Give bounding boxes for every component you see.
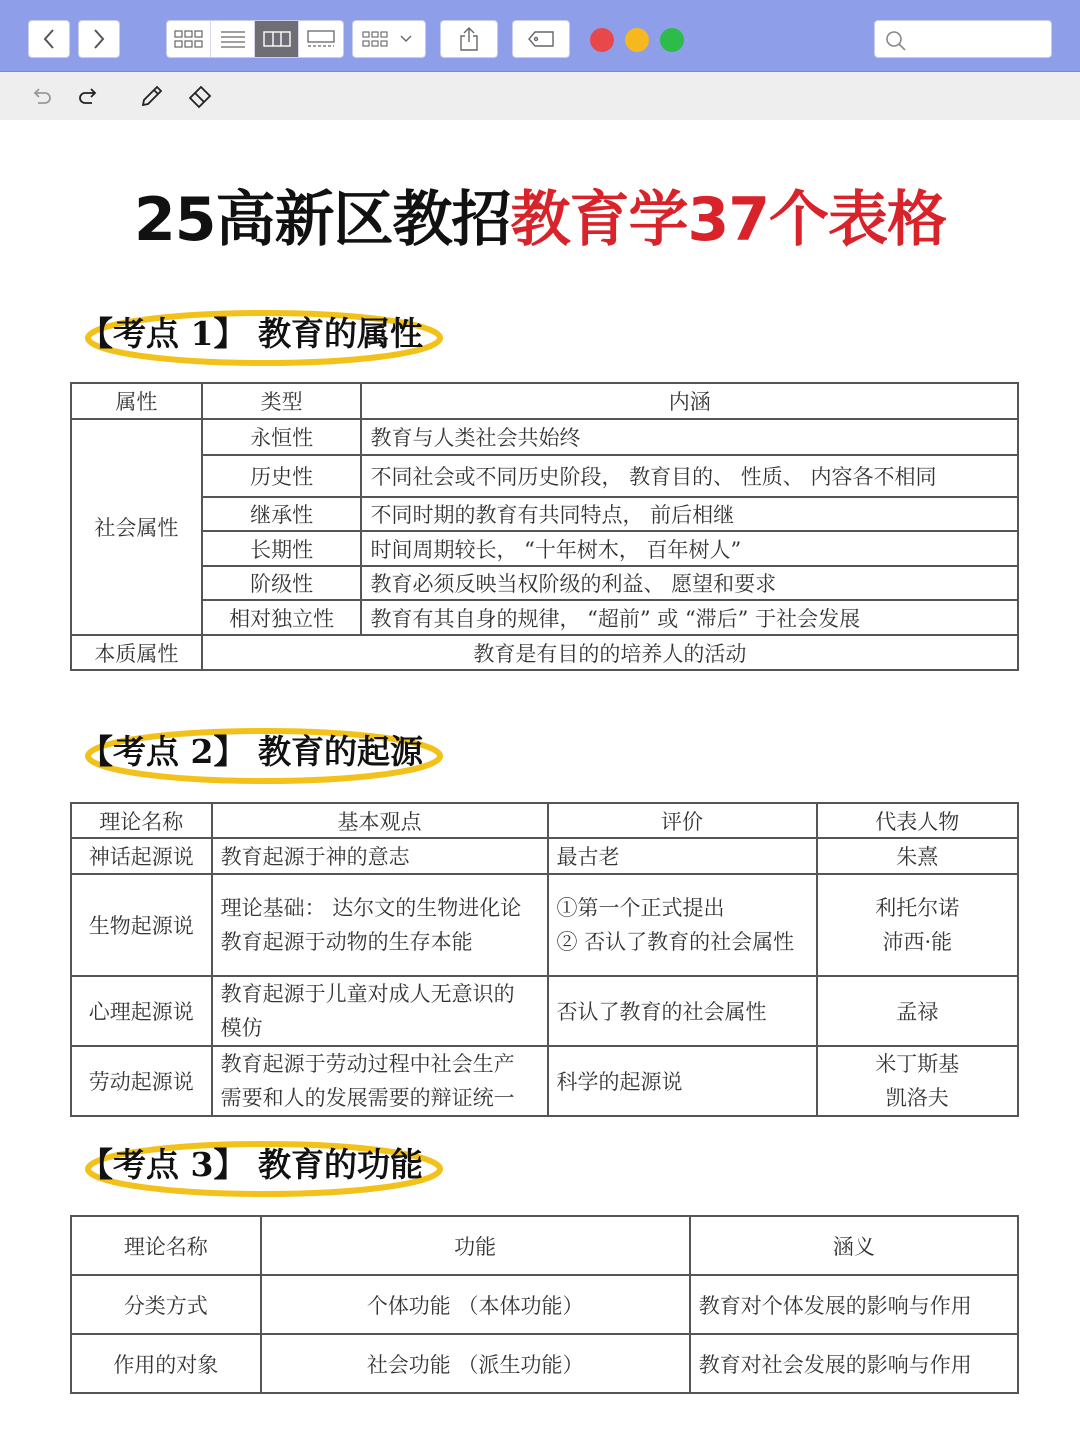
- forward-button[interactable]: [78, 20, 120, 58]
- section-heading-text: 【考点 2】 教育的起源: [80, 732, 423, 771]
- evaluation-cell: 科学的起源说: [548, 1046, 817, 1116]
- evaluation-cell: 最古老: [548, 838, 817, 874]
- table-row: [71, 600, 1018, 635]
- undo-icon: [30, 84, 54, 108]
- eraser-tool-button[interactable]: [186, 82, 214, 110]
- table-row: [71, 874, 1018, 976]
- table-header-row: [71, 803, 1018, 838]
- functions-table: [70, 1215, 1019, 1394]
- attributes-table: [70, 382, 1019, 671]
- representative-line: 米丁斯基: [875, 1052, 960, 1076]
- theory-name-cell: 神话起源说: [71, 838, 212, 874]
- type-cell: 相对独立性: [202, 600, 362, 635]
- group-by-button[interactable]: [352, 20, 426, 58]
- page-title: [0, 180, 1080, 260]
- grid-view-icon: [174, 29, 204, 49]
- grid-view-button[interactable]: [167, 21, 211, 57]
- group-by-icon: [361, 29, 417, 49]
- representative-line: 沛西·能: [882, 930, 953, 954]
- content-cell: 教育必须反映当权阶级的利益、 愿望和要求: [361, 566, 1018, 600]
- edit-toolbar: [0, 72, 1080, 120]
- undo-button[interactable]: [28, 82, 56, 110]
- table-row: [71, 635, 1018, 670]
- representative-cell: [817, 1046, 1018, 1116]
- content-cell: 教育有其自身的规律， “超前” 或 “滞后” 于社会发展: [361, 600, 1018, 635]
- essence-label-cell: 本质属性: [71, 635, 202, 670]
- theory-name-cell: 心理起源说: [71, 976, 212, 1046]
- chevron-right-icon: [92, 28, 106, 50]
- list-view-icon: [220, 30, 246, 48]
- representative-cell: [817, 874, 1018, 976]
- theory-name-cell: 分类方式: [71, 1275, 261, 1334]
- back-button[interactable]: [28, 20, 70, 58]
- column-view-button[interactable]: [255, 21, 299, 57]
- essence-content-cell: 教育是有目的的培养人的活动: [202, 635, 1018, 670]
- view-cell: [212, 976, 548, 1046]
- type-cell: 历史性: [202, 455, 362, 497]
- window-toolbar: [0, 0, 1080, 72]
- table-row: [71, 838, 1018, 874]
- list-view-button[interactable]: [211, 21, 255, 57]
- view-line: 需要和人的发展需要的辩证统一: [220, 1086, 515, 1110]
- table-row: [71, 1046, 1018, 1116]
- search-input[interactable]: [913, 28, 1043, 50]
- maximize-window-dot[interactable]: [660, 28, 684, 52]
- share-button[interactable]: [440, 20, 498, 58]
- header-cell: 理论名称: [71, 1216, 261, 1275]
- content-cell: 不同时期的教育有共同特点， 前后相继: [361, 497, 1018, 531]
- theory-name-cell: 劳动起源说: [71, 1046, 212, 1116]
- representative-cell: 孟禄: [817, 976, 1018, 1046]
- table-row: [71, 419, 1018, 455]
- content-cell: 时间周期较长， “十年树木， 百年树人”: [361, 531, 1018, 566]
- header-cell: 属性: [71, 383, 202, 419]
- section-heading-text: 【考点 1】 教育的属性: [80, 314, 423, 353]
- section-heading-text: 【考点 3】 教育的功能: [80, 1145, 423, 1184]
- evaluation-cell: [548, 874, 817, 976]
- search-box[interactable]: [874, 20, 1052, 58]
- tag-icon: [527, 30, 555, 48]
- representative-line: 利托尔诺: [875, 896, 960, 920]
- tag-button[interactable]: [512, 20, 570, 58]
- close-window-dot[interactable]: [590, 28, 614, 52]
- view-cell: 教育起源于神的意志: [212, 838, 548, 874]
- view-cell: [212, 874, 548, 976]
- representative-cell: 朱熹: [817, 838, 1018, 874]
- table-row: [71, 566, 1018, 600]
- table-row: [71, 1334, 1018, 1393]
- type-cell: 永恒性: [202, 419, 362, 455]
- header-cell: 内涵: [361, 383, 1018, 419]
- view-line: 模仿: [220, 1016, 263, 1040]
- representative-line: 凯洛夫: [885, 1086, 949, 1110]
- type-cell: 阶级性: [202, 566, 362, 600]
- view-mode-segmented-control: [166, 20, 344, 58]
- header-cell: 评价: [548, 803, 817, 838]
- theory-name-cell: 生物起源说: [71, 874, 212, 976]
- gallery-view-icon: [307, 29, 335, 49]
- section-heading-3: [80, 1133, 450, 1197]
- minimize-window-dot[interactable]: [625, 28, 649, 52]
- theory-name-cell: 作用的对象: [71, 1334, 261, 1393]
- table-header-row: [71, 1216, 1018, 1275]
- eraser-icon: [187, 83, 213, 109]
- pencil-tool-button[interactable]: [138, 82, 166, 110]
- search-icon: [885, 30, 907, 52]
- evaluation-line: ② 否认了教育的社会属性: [556, 930, 795, 954]
- header-cell: 基本观点: [212, 803, 548, 838]
- table-row: [71, 976, 1018, 1046]
- page-title-black-part: 25高新区教招: [134, 185, 511, 255]
- table-row: [71, 455, 1018, 497]
- section-heading-1: [80, 302, 450, 366]
- view-line: 教育起源于动物的生存本能: [220, 930, 473, 954]
- function-cell: 个体功能 （本体功能）: [261, 1275, 690, 1334]
- type-cell: 长期性: [202, 531, 362, 566]
- pencil-icon: [139, 83, 165, 109]
- table-row: [71, 531, 1018, 566]
- content-cell: 不同社会或不同历史阶段， 教育目的、 性质、 内容各不相同: [361, 455, 1018, 497]
- share-icon: [458, 26, 480, 52]
- function-cell: 社会功能 （派生功能）: [261, 1334, 690, 1393]
- gallery-view-button[interactable]: [299, 21, 343, 57]
- table-row: [71, 497, 1018, 531]
- header-cell: 理论名称: [71, 803, 212, 838]
- view-line: 教育起源于劳动过程中社会生产: [220, 1052, 515, 1076]
- content-cell: 教育与人类社会共始终: [361, 419, 1018, 455]
- meaning-cell: 教育对个体发展的影响与作用: [690, 1275, 1018, 1334]
- evaluation-cell: 否认了教育的社会属性: [548, 976, 817, 1046]
- view-line: 教育起源于儿童对成人无意识的: [220, 982, 515, 1006]
- view-cell: [212, 1046, 548, 1116]
- redo-icon: [76, 84, 100, 108]
- header-cell: 类型: [202, 383, 362, 419]
- column-view-icon: [263, 30, 291, 48]
- evaluation-line: ①第一个正式提出: [556, 896, 725, 920]
- chevron-left-icon: [42, 28, 56, 50]
- group-label-cell: 社会属性: [71, 419, 202, 635]
- header-cell: 功能: [261, 1216, 690, 1275]
- type-cell: 继承性: [202, 497, 362, 531]
- view-line: 理论基础： 达尔文的生物进化论: [220, 896, 522, 920]
- table-row: [71, 1275, 1018, 1334]
- meaning-cell: 教育对社会发展的影响与作用: [690, 1334, 1018, 1393]
- redo-button[interactable]: [74, 82, 102, 110]
- section-heading-2: [80, 720, 450, 784]
- origins-table: [70, 802, 1019, 1117]
- header-cell: 涵义: [690, 1216, 1018, 1275]
- header-cell: 代表人物: [817, 803, 1018, 838]
- page-title-red-part: 教育学37个表格: [510, 185, 946, 255]
- table-header-row: [71, 383, 1018, 419]
